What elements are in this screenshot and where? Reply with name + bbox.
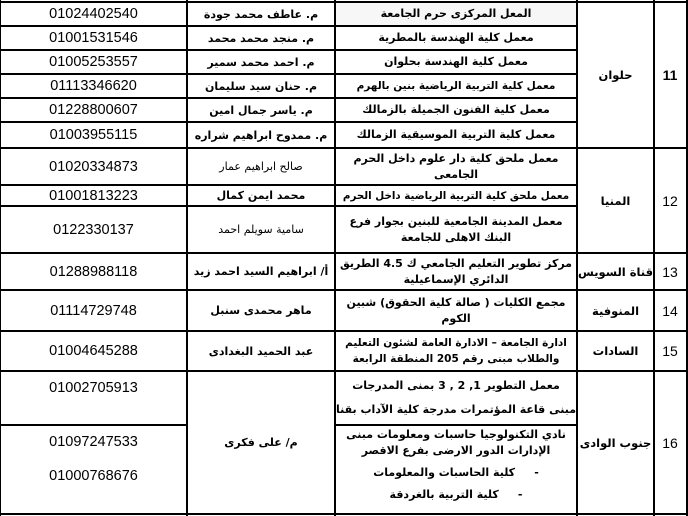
location-cell: المعل المركزى حرم الجامعة <box>335 2 577 26</box>
contact-cell: ماهر محمدى سنبل <box>210 304 312 317</box>
row-divider <box>0 121 578 123</box>
row-divider <box>0 73 578 75</box>
column-divider <box>334 0 336 516</box>
row-number-cell: 16 <box>662 434 678 451</box>
row-divider <box>0 513 688 515</box>
phone-cell: 01114729748 <box>50 302 137 319</box>
phone-cell: 01288988118 <box>49 263 138 280</box>
row-divider <box>0 147 688 149</box>
contact-cell: م. ياسر جمال امين <box>209 103 313 117</box>
location-line: مبنى قاعة المؤتمرات مدرجة كلية الآداب بقنا <box>336 403 577 416</box>
contact-cell: م. عاطف محمد جودة <box>203 7 319 21</box>
contact-cell: صالح ابراهيم عمار <box>219 160 303 173</box>
location-cell: معمل ملحق كلية دار علوم داخل الحرم الجامعى <box>353 151 559 181</box>
location-line: نادي التكنولوجيا حاسبات ومعلومات مبنى الإدارات الدور الارضى بفرع الاقصر <box>346 428 566 457</box>
row-divider <box>0 49 578 51</box>
contact-cell: م/ على فكرى <box>224 436 298 449</box>
phone-value: 01000768676 <box>49 468 138 484</box>
location-cell <box>335 371 577 425</box>
contact-cell: م. ممدوح ابراهيم شراره <box>194 128 328 142</box>
governorate-cell: جنوب الوادى <box>579 435 652 450</box>
row-divider <box>0 184 578 186</box>
location-line: معمل التطوير 1, 2 , 3 بمنى المدرجات <box>352 379 560 392</box>
contact-cell: م. احمد محمد سمير <box>207 55 315 69</box>
location-cell: معمل كلية الفنون الجميلة بالزمالك <box>362 103 550 116</box>
phone-cell <box>0 425 187 514</box>
contact-cell: م. حنان سيد سليمان <box>204 79 318 93</box>
row-divider <box>0 97 578 99</box>
column-divider <box>576 0 578 516</box>
location-cell: ادارة الجامعة – الادارة العامة لشئون التعليم والطلاب مبنى رقم 205 المنطقة الرابعة <box>345 337 567 365</box>
location-cell: معمل كلية الهندسة بحلوان <box>384 55 528 68</box>
contact-cell: سامية سويلم احمد <box>218 223 304 236</box>
phone-cell: 01024402540 <box>49 6 138 22</box>
location-line: - كلية الحاسبات والمعلومات <box>373 466 539 479</box>
governorate-cell: قناة السويس <box>577 264 654 279</box>
location-cell: مجمع الكليات ( صالة كلية الحقوق) شبين الكوم <box>346 295 566 325</box>
phone-cell: 01002705913 <box>49 380 138 396</box>
row-number-cell: 14 <box>662 302 678 319</box>
phone-value: 01097247533 <box>49 434 138 450</box>
row-divider <box>0 289 688 291</box>
location-cell: معمل كلية التربية الموسيقية الزمالك <box>356 128 556 141</box>
column-divider <box>0 0 1 516</box>
contact-cell: م. منجد محمد محمد <box>207 31 315 45</box>
column-divider <box>186 0 188 516</box>
phone-cell: 01001813223 <box>49 187 138 204</box>
row-divider <box>0 252 688 254</box>
column-divider <box>653 0 655 516</box>
phone-cell: 01228800607 <box>49 102 138 118</box>
governorate-cell: السادات <box>592 344 639 358</box>
location-line: - كلية التربية بالغردقة <box>389 488 523 501</box>
location-cell <box>335 425 577 514</box>
row-divider <box>0 205 578 207</box>
location-cell: معمل المدينة الجامعية للبنين بجوار فرع البنك الاهلى للجامعة <box>349 214 563 244</box>
row-divider <box>0 424 187 426</box>
location-cell: معمل كلية التربية الرياضية بنين بالهرم <box>356 80 556 92</box>
contact-cell: عبد الحميد البغدادى <box>208 344 314 358</box>
row-divider <box>0 25 578 27</box>
row-divider <box>0 1 688 3</box>
phone-cell: 01001531546 <box>49 30 138 46</box>
phone-cell: 01003955115 <box>49 127 138 143</box>
row-divider <box>0 330 688 332</box>
location-cell: معمل ملحق كلية التربية الرياضية داخل الحرم <box>342 189 570 202</box>
row-number-cell: 12 <box>662 192 678 209</box>
location-cell: معمل كلية الهندسة بالمطرية <box>378 31 534 44</box>
contact-cell: محمد ايمن كمال <box>216 189 306 202</box>
phone-cell: 01004645288 <box>49 343 138 359</box>
phone-cell: 0122330137 <box>53 221 134 238</box>
location-cell: مركز تطوير التعليم الجامعي ك 4.5 الطريق الدائري الإسماعيلية <box>340 256 572 286</box>
row-number-cell: 11 <box>662 67 678 83</box>
contact-cell: أ/ ابراهيم السيد احمد زيد <box>193 265 329 278</box>
phone-cell: 01113346620 <box>50 78 137 94</box>
row-number-cell: 15 <box>662 343 678 359</box>
row-divider <box>335 424 577 426</box>
governorate-cell: المنوفية <box>591 303 640 318</box>
phone-cell: 01020334873 <box>49 158 138 175</box>
row-number-cell: 13 <box>662 263 678 280</box>
row-divider <box>0 370 688 372</box>
governorate-cell: حلوان <box>598 68 633 82</box>
governorate-cell: المنيا <box>600 193 631 208</box>
phone-cell: 01005253557 <box>49 54 138 70</box>
